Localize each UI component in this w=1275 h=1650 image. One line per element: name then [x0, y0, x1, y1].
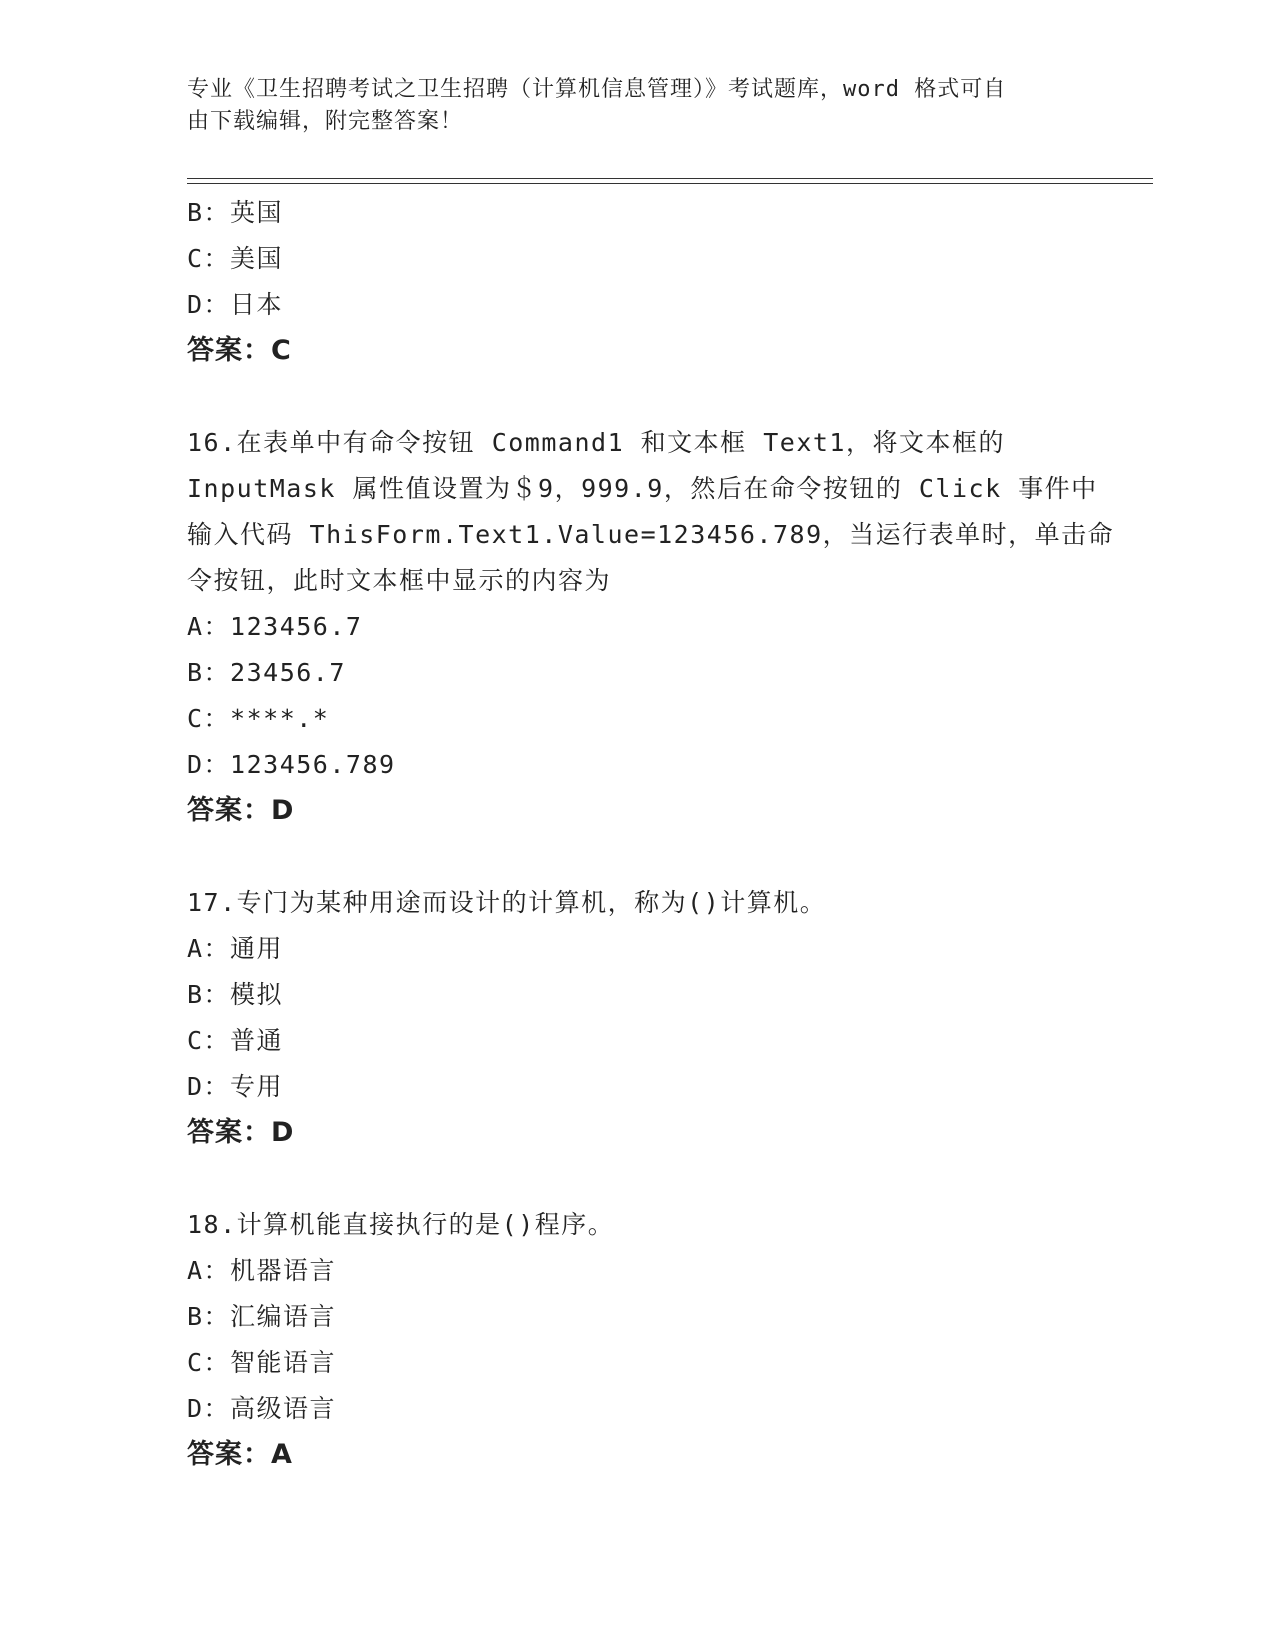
option-b: B：汇编语言 — [187, 1302, 337, 1331]
option-d: D：123456.789 — [187, 750, 396, 779]
answer-line: 答案：C — [187, 335, 292, 366]
option-b: B：23456.7 — [187, 658, 346, 687]
question-stem — [187, 880, 1087, 926]
stem-line: 输入代码 ThisForm.Text1.Value=123456.789，当运行表单时，单击命 — [187, 520, 1115, 549]
option-b: B：模拟 — [187, 980, 284, 1009]
spacer — [187, 1156, 1087, 1202]
option-a: A：机器语言 — [187, 1256, 337, 1285]
answer-line: 答案：A — [187, 1439, 293, 1470]
option-d: D：高级语言 — [187, 1394, 337, 1423]
answer-line: 答案：D — [187, 795, 295, 826]
spacer — [187, 374, 1087, 420]
option-c: C：****.* — [187, 704, 330, 733]
stem-line: 17.专门为某种用途而设计的计算机，称为()计算机。 — [187, 888, 827, 917]
answer-line: 答案：D — [187, 1117, 295, 1148]
option-a: A：123456.7 — [187, 612, 363, 641]
option-d: D：日本 — [187, 290, 284, 319]
question-16 — [187, 420, 1115, 834]
option-b: B：英国 — [187, 198, 284, 227]
stem-line: 16.在表单中有命令按钮 Command1 和文本框 Text1，将文本框的 — [187, 428, 1005, 457]
stem-line: 令按钮，此时文本框中显示的内容为 — [187, 566, 612, 595]
question-stem — [187, 420, 1115, 604]
question-list — [187, 190, 1115, 1478]
spacer — [187, 834, 1087, 880]
option-c: C：普通 — [187, 1026, 284, 1055]
stem-line: InputMask 属性值设置为＄9，999.9，然后在命令按钮的 Click 事件中 — [187, 474, 1098, 503]
document-header — [187, 74, 1067, 138]
option-c: C：美国 — [187, 244, 284, 273]
option-a: A：通用 — [187, 934, 284, 963]
stem-line: 18.计算机能直接执行的是()程序。 — [187, 1210, 615, 1239]
question-17 — [187, 880, 1087, 1156]
header-divider-bottom — [187, 183, 1153, 184]
question-stem — [187, 1202, 1087, 1248]
previous-question-tail — [187, 190, 1087, 374]
option-c: C：智能语言 — [187, 1348, 337, 1377]
header-line-1: 专业《卫生招聘考试之卫生招聘（计算机信息管理）》考试题库，word 格式可自 — [187, 77, 1007, 102]
header-divider-top — [187, 178, 1153, 179]
question-18 — [187, 1202, 1087, 1478]
header-line-2: 由下载编辑，附完整答案！ — [187, 109, 464, 134]
option-d: D：专用 — [187, 1072, 284, 1101]
